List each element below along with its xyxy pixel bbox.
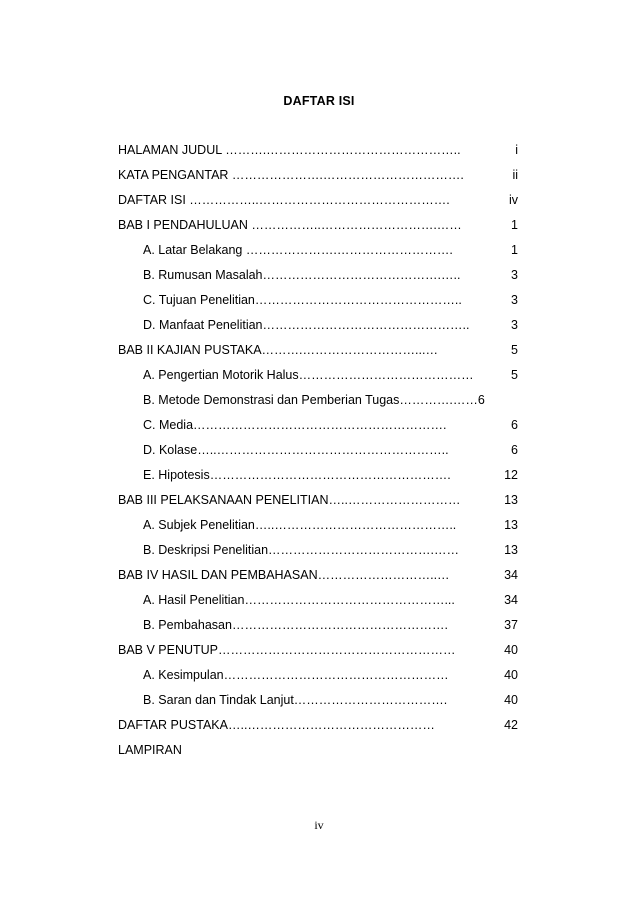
toc-entry-text: A. Subjek Penelitian…..…………………………………….. <box>143 518 457 532</box>
toc-page-number: 3 <box>511 318 518 332</box>
toc-subentry <box>118 540 518 565</box>
toc-entry <box>118 490 518 515</box>
toc-entry <box>118 190 518 215</box>
toc-subentry <box>118 465 518 490</box>
toc-page-number: 3 <box>511 268 518 282</box>
toc-entry-text: KATA PENGANTAR ………………….……………………………. <box>118 168 464 182</box>
toc-entry-text: A. Hasil Penelitian…………………………………………... <box>143 593 455 607</box>
toc-entry-text: E. Hipotesis…………………………………………………. <box>143 468 451 482</box>
toc-entry-text: B. Deskripsi Penelitian………………………………….…… <box>143 543 460 557</box>
page-title: DAFTAR ISI <box>283 94 355 108</box>
toc-entry-text: BAB I PENDAHULUAN ……………..……………………….…… <box>118 218 462 232</box>
toc-entry-text: HALAMAN JUDUL ……….……………………………………….. <box>118 143 461 157</box>
toc-subentry <box>118 440 518 465</box>
toc-entry-text: BAB V PENUTUP………………………………………………… <box>118 643 456 657</box>
toc-subentry <box>118 365 518 390</box>
toc-subentry <box>118 390 518 415</box>
toc-page-number: 6 <box>511 418 518 432</box>
toc-page-number: 37 <box>504 618 518 632</box>
toc-entry <box>118 740 518 765</box>
toc-entry-text: LAMPIRAN <box>118 743 182 757</box>
toc-page-number: 40 <box>504 668 518 682</box>
toc-page-number: i <box>515 143 518 157</box>
toc-subentry <box>118 265 518 290</box>
toc-subentry <box>118 665 518 690</box>
toc-page-number: 13 <box>504 518 518 532</box>
toc-entry-text: DAFTAR PUSTAKA…..……………………………………… <box>118 718 435 732</box>
toc-entry <box>118 640 518 665</box>
toc-entry-text: BAB II KAJIAN PUSTAKA……….………………………...… <box>118 343 438 357</box>
toc-page-number: 12 <box>504 468 518 482</box>
toc-page-number: 34 <box>504 593 518 607</box>
toc-page-number: 3 <box>511 293 518 307</box>
toc-page-number: 1 <box>511 243 518 257</box>
toc-entry-text: BAB III PELAKSANAAN PENELITIAN…..……………………… <box>118 493 461 507</box>
toc-entry-text: A. Pengertian Motorik Halus…………………………………… <box>143 368 474 382</box>
toc-subentry <box>118 315 518 340</box>
toc-entry-text: C. Media……………………………………………………. <box>143 418 447 432</box>
toc-subentry <box>118 515 518 540</box>
toc-page-number: 42 <box>504 718 518 732</box>
toc-entry <box>118 140 518 165</box>
toc-subentry <box>118 240 518 265</box>
toc-entry <box>118 340 518 365</box>
toc-entry-text: C. Tujuan Penelitian………………………………………….. <box>143 293 462 307</box>
page-number-footer: iv <box>314 818 324 832</box>
toc-entry-text: B. Pembahasan……………………………………………. <box>143 618 448 632</box>
toc-page-number: iv <box>508 193 518 207</box>
toc-entry-text: A. Kesimpulan……………………………………………… <box>143 668 449 682</box>
toc-page-number: 5 <box>511 343 518 357</box>
toc-entry <box>118 165 518 190</box>
toc-page-number: 13 <box>504 493 518 507</box>
toc-page-number: 6 <box>511 443 518 457</box>
toc-entry-text: A. Latar Belakang ………………….………………………. <box>143 243 453 257</box>
toc-page-number: 40 <box>504 643 518 657</box>
toc-subentry <box>118 290 518 315</box>
toc-page-number: 34 <box>504 568 518 582</box>
toc-entry-text: D. Manfaat Penelitian………………………………………….. <box>143 318 470 332</box>
toc-page-number: 40 <box>504 693 518 707</box>
toc-entry-text: B. Saran dan Tindak Lanjut………………………………. <box>143 693 448 707</box>
toc-subentry <box>118 690 518 715</box>
toc-subentry <box>118 590 518 615</box>
toc-entry-text: B. Metode Demonstrasi dan Pemberian Tugas………….……6 <box>143 393 485 407</box>
toc-entry-text: DAFTAR ISI ……………..………………………………………. <box>118 193 450 207</box>
toc-entry <box>118 215 518 240</box>
toc-entry <box>118 565 518 590</box>
toc-entry-text: BAB IV HASIL DAN PEMBAHASAN………………………..… <box>118 568 450 582</box>
toc-entry <box>118 715 518 740</box>
toc-subentry <box>118 415 518 440</box>
toc-page-number: 1 <box>511 218 518 232</box>
toc-entry-text: B. Rumusan Masalah…………………………………….….. <box>143 268 461 282</box>
toc-page-number: 5 <box>511 368 518 382</box>
toc-entry-text: D. Kolase…..……………………………………………….. <box>143 443 449 457</box>
toc-page-number: ii <box>512 168 518 182</box>
toc-subentry <box>118 615 518 640</box>
toc-page-number: 13 <box>504 543 518 557</box>
table-of-contents <box>118 140 518 765</box>
